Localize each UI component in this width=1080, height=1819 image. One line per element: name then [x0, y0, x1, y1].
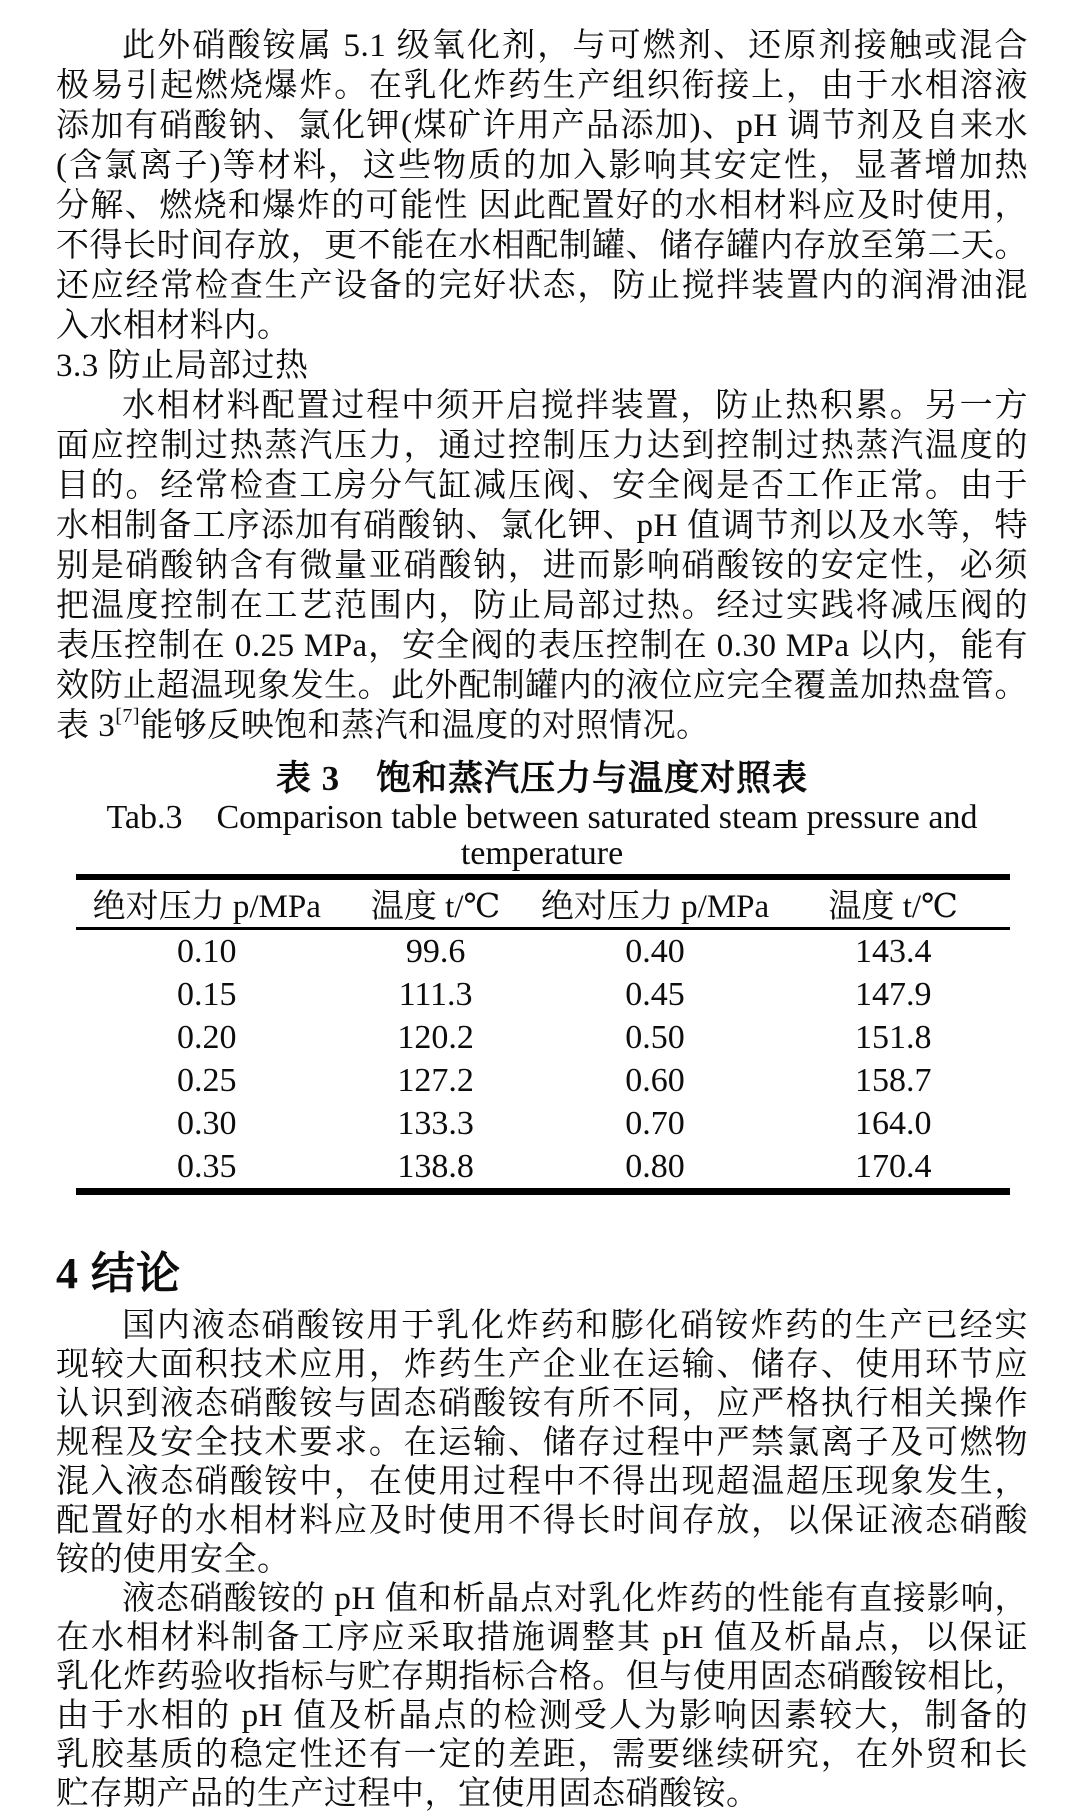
table-row	[76, 1145, 1010, 1188]
table-row	[76, 1059, 1010, 1102]
text-line: (含氯离子)等材料，这些物质的加入影响其安定性，显著增加热	[56, 148, 1028, 184]
table-cell: 0.10	[177, 932, 237, 970]
text-line: 极易引起燃烧爆炸。在乳化炸药生产组织衔接上，由于水相溶液	[56, 68, 1028, 104]
text-line: 目的。经常检查工房分气缸减压阀、安全阀是否工作正常。由于	[56, 468, 1028, 504]
text-line: 表压控制在 0.25 MPa，安全阀的表压控制在 0.30 MPa 以内，能有	[56, 628, 1028, 664]
table-cell: 158.7	[854, 1061, 932, 1099]
table-row	[76, 1102, 1010, 1145]
table-row	[76, 1016, 1010, 1059]
paragraph-conclusion-1	[56, 1307, 1028, 1580]
saturated-steam-table	[76, 874, 1010, 1195]
table-cell: 138.8	[397, 1147, 474, 1185]
table-header-cell: 温度 t/℃	[828, 889, 958, 925]
text-line: 铵的使用安全。	[56, 1542, 291, 1578]
text-line: 在水相材料制备工序应采取措施调整其 pH 值及析晶点，以保证	[56, 1620, 1028, 1656]
table-cell: 143.4	[854, 932, 932, 970]
table-cell: 0.60	[625, 1061, 685, 1099]
text-line: temperature	[460, 835, 624, 872]
text-line: 水相材料配置过程中须开启搅拌装置，防止热积累。另一方	[122, 388, 1028, 424]
table-cell: 0.20	[177, 1018, 237, 1056]
table-cell: 0.45	[625, 975, 685, 1013]
table-caption-en	[56, 800, 1028, 872]
text-line: 乳胶基质的稳定性还有一定的差距，需要继续研究，在外贸和长	[56, 1737, 1028, 1773]
table-cell: 0.50	[625, 1018, 685, 1056]
table-cell: 0.30	[177, 1104, 237, 1142]
text-line: Tab.3 Comparison table between saturated steam pressure and	[106, 799, 978, 836]
table-header-row	[76, 880, 1010, 930]
table-cell: 127.2	[397, 1061, 474, 1099]
paragraph-conclusion-2	[56, 1580, 1028, 1814]
text-line: 效防止超温现象发生。此外配制罐内的液位应完全覆盖加热盘管。	[56, 668, 1028, 704]
text-line: 贮存期产品的生产过程中，宜使用固态硝酸铵。	[56, 1776, 760, 1812]
reference-7-superscript: [7]	[115, 705, 141, 727]
table-cell: 120.2	[397, 1018, 474, 1056]
text-line: 现较大面积技术应用，炸药生产企业在运输、储存、使用环节应	[56, 1347, 1028, 1383]
text-line: 不得长时间存放，更不能在水相配制罐、储存罐内存放至第二天。	[56, 228, 1028, 264]
table-cell: 151.8	[854, 1018, 932, 1056]
text-line: 别是硝酸钠含有微量亚硝酸钠，进而影响硝酸铵的安定性，必须	[56, 548, 1028, 584]
table-body	[76, 930, 1010, 1188]
table-cell: 99.6	[405, 932, 466, 970]
text-line: 国内液态硝酸铵用于乳化炸药和膨化硝铵炸药的生产已经实	[122, 1308, 1028, 1344]
text-line: 液态硝酸铵的 pH 值和析晶点对乳化炸药的性能有直接影响，	[122, 1581, 1028, 1617]
text-segment: 能够反映饱和蒸汽和温度的对照情况。	[140, 708, 710, 744]
text-line: 把温度控制在工艺范围内，防止局部过热。经过实践将减压阀的	[56, 588, 1028, 624]
paragraph-overheat-prevention	[56, 386, 1028, 706]
table-cell: 170.4	[854, 1147, 932, 1185]
table-cell: 0.15	[177, 975, 237, 1013]
text-line: 乳化炸药验收指标与贮存期指标合格。但与使用固态硝酸铵相比，	[56, 1659, 1028, 1695]
table-row	[76, 930, 1010, 973]
table-cell: 164.0	[854, 1104, 932, 1142]
table-header-cell: 绝对压力 p/MPa	[92, 889, 321, 925]
text-line: 认识到液态硝酸铵与固态硝酸铵有所不同，应严格执行相关操作	[56, 1386, 1028, 1422]
text-line: 此外硝酸铵属 5.1 级氧化剂，与可燃剂、还原剂接触或混合	[122, 28, 1028, 64]
paragraph-oxidizer-safety	[56, 26, 1028, 346]
table-cell: 111.3	[398, 975, 473, 1013]
section-heading-conclusion: 4 结论	[56, 1249, 181, 1298]
table-cell: 0.25	[177, 1061, 237, 1099]
table-cell: 0.70	[625, 1104, 685, 1142]
text-line: 配置好的水相材料应及时使用不得长时间存放，以保证液态硝酸	[56, 1503, 1028, 1539]
table-cell: 147.9	[854, 975, 932, 1013]
text-line: 规程及安全技术要求。在运输、储存过程中严禁氯离子及可燃物	[56, 1425, 1028, 1461]
table-header-cell: 温度 t/℃	[370, 889, 501, 925]
text-line: 入水相材料内。	[56, 308, 291, 344]
text-line: 混入液态硝酸铵中，在使用过程中不得出现超温超压现象发生，	[56, 1464, 1028, 1500]
table-cell: 133.3	[397, 1104, 474, 1142]
text-line: 由于水相的 pH 值及析晶点的检测受人为影响因素较大，制备的	[56, 1698, 1028, 1734]
table-cell: 0.40	[625, 932, 685, 970]
text-line: 添加有硝酸钠、氯化钾(煤矿许用产品添加)、pH 调节剂及自来水	[56, 108, 1028, 144]
table-row	[76, 973, 1010, 1016]
text-line: 还应经常检查生产设备的完好状态，防止搅拌装置内的润滑油混	[56, 268, 1028, 304]
table-cell: 0.80	[625, 1147, 685, 1185]
section-heading-3-3: 3.3 防止局部过热	[56, 348, 309, 384]
paragraph-overheat-last-line	[56, 706, 1028, 746]
table-header-cell: 绝对压力 p/MPa	[540, 889, 770, 925]
table-cell: 0.35	[177, 1147, 237, 1185]
text-line: 分解、燃烧和爆炸的可能性 因此配置好的水相材料应及时使用，	[56, 188, 1028, 224]
table-title-zh: 表 3 饱和蒸汽压力与温度对照表	[275, 759, 809, 798]
text-line: 面应控制过热蒸汽压力，通过控制压力达到控制过热蒸汽温度的	[56, 428, 1028, 464]
text-segment: 表 3	[56, 708, 116, 744]
text-line: 水相制备工序添加有硝酸钠、氯化钾、pH 值调节剂以及水等，特	[56, 508, 1028, 544]
